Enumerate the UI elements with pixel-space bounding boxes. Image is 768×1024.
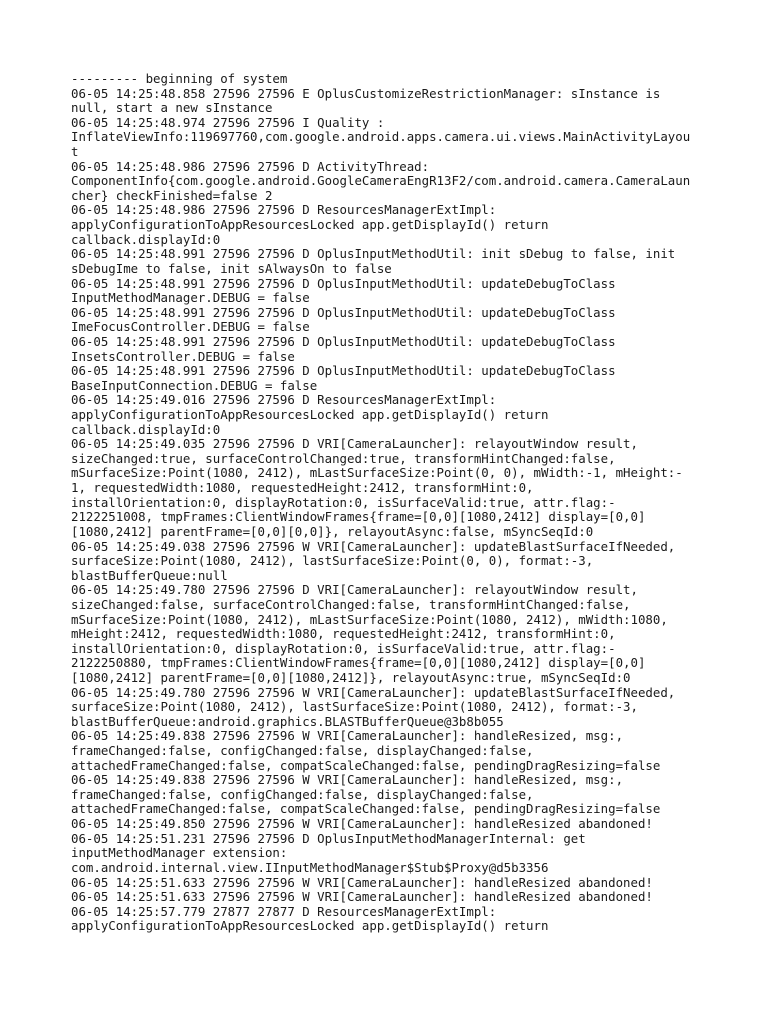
log-line: mSurfaceSize:Point(1080, 2412), mLastSurfaceSize:Point(1080, 2412), mWidth:1080, (71, 611, 668, 627)
log-line: 06-05 14:25:49.780 27596 27596 D VRI[CameraLauncher]: relayoutWindow result, (71, 582, 638, 598)
log-line: BaseInputConnection.DEBUG = false (71, 377, 318, 393)
log-line: InputMethodManager.DEBUG = false (71, 290, 310, 306)
log-line: attachedFrameChanged:false, compatScaleChanged:false, pendingDragResizing=false (71, 757, 661, 773)
log-line: 06-05 14:25:49.850 27596 27596 W VRI[CameraLauncher]: handleResized abandoned! (71, 816, 653, 832)
log-line: InsetsController.DEBUG = false (71, 348, 295, 364)
log-line: applyConfigurationToAppResourcesLocked app.getDisplayId() return (71, 407, 549, 423)
log-line: 06-05 14:25:48.991 27596 27596 D OplusInputMethodUtil: updateDebugToClass (71, 275, 616, 291)
log-line: 06-05 14:25:48.986 27596 27596 D ActivityThread: (71, 158, 430, 174)
log-line: [1080,2412] parentFrame=[0,0][0,0]}, relayoutAsync:false, mSyncSeqId:0 (71, 523, 594, 539)
log-line: sizeChanged:true, surfaceControlChanged:true, transformHintChanged:false, (71, 450, 616, 466)
log-line: 06-05 14:25:51.231 27596 27596 D OplusInputMethodManagerInternal: get (71, 830, 586, 846)
log-line: installOrientation:0, displayRotation:0, isSurfaceValid:true, attr.flag:- (71, 640, 616, 656)
log-line: 2122251008, tmpFrames:ClientWindowFrames{frame=[0,0][1080,2412] display=[0,0] (71, 509, 646, 525)
log-line: 06-05 14:25:48.858 27596 27596 E OplusCustomizeRestrictionManager: sInstance is (71, 85, 661, 101)
log-line: t (71, 144, 79, 160)
log-text-block (71, 72, 701, 934)
log-line: mHeight:2412, requestedWidth:1080, requestedHeight:2412, transformHint:0, (71, 626, 616, 642)
log-line: blastBufferQueue:null (71, 567, 228, 583)
log-line: frameChanged:false, configChanged:false, displayChanged:false, (71, 743, 534, 759)
log-line: 2122250880, tmpFrames:ClientWindowFrames{frame=[0,0][1080,2412] display=[0,0] (71, 655, 646, 671)
log-line: 06-05 14:25:48.991 27596 27596 D OplusInputMethodUtil: updateDebugToClass (71, 333, 616, 349)
log-line: blastBufferQueue:android.graphics.BLASTBufferQueue@3b8b055 (71, 713, 504, 729)
log-line: 06-05 14:25:49.838 27596 27596 W VRI[CameraLauncher]: handleResized, msg:, (71, 728, 624, 744)
log-line: 06-05 14:25:49.016 27596 27596 D ResourcesManagerExtImpl: (71, 392, 497, 408)
log-line: callback.displayId:0 (71, 231, 221, 247)
log-line: 06-05 14:25:48.974 27596 27596 I Quality : (71, 114, 385, 130)
log-line: installOrientation:0, displayRotation:0, isSurfaceValid:true, attr.flag:- (71, 494, 616, 510)
log-line: 06-05 14:25:48.991 27596 27596 D OplusInputMethodUtil: updateDebugToClass (71, 363, 616, 379)
log-line: 06-05 14:25:57.779 27877 27877 D ResourcesManagerExtImpl: (71, 903, 497, 919)
log-line: null, start a new sInstance (71, 100, 273, 116)
log-line: 06-05 14:25:48.991 27596 27596 D OplusInputMethodUtil: updateDebugToClass (71, 304, 616, 320)
log-line: 06-05 14:25:49.780 27596 27596 W VRI[CameraLauncher]: updateBlastSurfaceIfNeeded, (71, 684, 676, 700)
log-line: callback.displayId:0 (71, 421, 221, 437)
log-line: 06-05 14:25:48.991 27596 27596 D OplusInputMethodUtil: init sDebug to false, init (71, 246, 676, 262)
log-line: applyConfigurationToAppResourcesLocked app.getDisplayId() return (71, 217, 549, 233)
log-line: surfaceSize:Point(1080, 2412), lastSurfaceSize:Point(0, 0), format:-3, (71, 553, 594, 569)
log-line: 06-05 14:25:49.035 27596 27596 D VRI[CameraLauncher]: relayoutWindow result, (71, 436, 638, 452)
log-line: mSurfaceSize:Point(1080, 2412), mLastSurfaceSize:Point(0, 0), mWidth:-1, mHeight:- (71, 465, 683, 481)
log-line: applyConfigurationToAppResourcesLocked app.getDisplayId() return (71, 918, 549, 934)
log-line: --------- beginning of system (71, 71, 288, 86)
log-line: InflateViewInfo:119697760,com.google.android.apps.camera.ui.views.MainActivityLayou (71, 129, 691, 145)
log-line: ImeFocusController.DEBUG = false (71, 319, 310, 335)
log-line: sDebugIme to false, init sAlwaysOn to false (71, 260, 392, 276)
log-line: 06-05 14:25:49.038 27596 27596 W VRI[CameraLauncher]: updateBlastSurfaceIfNeeded, (71, 538, 676, 554)
log-line: inputMethodManager extension: (71, 845, 288, 861)
log-line: attachedFrameChanged:false, compatScaleChanged:false, pendingDragResizing=false (71, 801, 661, 817)
log-line: 06-05 14:25:51.633 27596 27596 W VRI[CameraLauncher]: handleResized abandoned! (71, 874, 653, 890)
log-line: [1080,2412] parentFrame=[0,0][1080,2412]}, relayoutAsync:true, mSyncSeqId:0 (71, 669, 631, 685)
log-line: surfaceSize:Point(1080, 2412), lastSurfaceSize:Point(1080, 2412), format:-3, (71, 699, 638, 715)
log-line: com.android.internal.view.IInputMethodManager$Stub$Proxy@d5b3356 (71, 859, 549, 875)
log-line: 06-05 14:25:49.838 27596 27596 W VRI[CameraLauncher]: handleResized, msg:, (71, 772, 624, 788)
log-line: 06-05 14:25:48.986 27596 27596 D ResourcesManagerExtImpl: (71, 202, 497, 218)
log-line: frameChanged:false, configChanged:false, displayChanged:false, (71, 786, 534, 802)
log-line: ComponentInfo{com.google.android.GoogleCameraEngR13F2/com.android.camera.CameraLaun (71, 173, 691, 189)
log-line: cher} checkFinished=false 2 (71, 187, 273, 203)
log-line: sizeChanged:false, surfaceControlChanged:false, transformHintChanged:false, (71, 596, 631, 612)
log-line: 1, requestedWidth:1080, requestedHeight:2412, transformHint:0, (71, 480, 534, 496)
log-line: 06-05 14:25:51.633 27596 27596 W VRI[CameraLauncher]: handleResized abandoned! (71, 889, 653, 905)
